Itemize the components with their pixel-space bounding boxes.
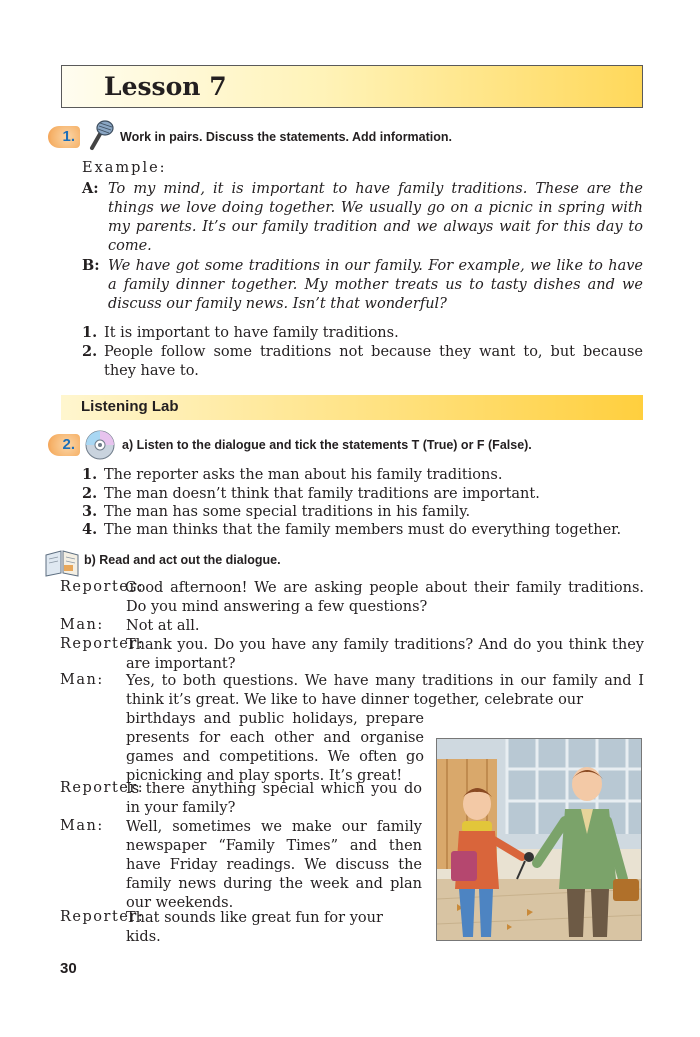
statement-number: 1. — [82, 324, 98, 341]
dialogue-line: That sounds like great fun for your kids. — [126, 910, 383, 945]
statement-text: The man has some special traditions in his family. — [104, 504, 471, 520]
dialogue-line: Good afternoon! We are asking people about their family traditions. Do you mind answering a few questions? — [125, 580, 644, 615]
dialogue-speaker: Reporter: — [60, 780, 145, 796]
listening-lab-title: Listening Lab — [81, 398, 179, 415]
statement-number: 2. — [82, 343, 98, 360]
dialogue-speaker: Reporter: — [60, 909, 145, 925]
dialogue-line: Thank you. Do you have any family traditions? And do you think they are important? — [126, 637, 644, 672]
dialogue-speaker: Reporter: — [60, 636, 145, 652]
statement-number: 2. — [82, 485, 98, 502]
lesson-title-bar — [61, 65, 643, 108]
dialogue-speaker: Man: — [60, 617, 104, 633]
cd-icon — [84, 429, 118, 461]
dialogue-speaker: Man: — [60, 818, 104, 834]
listening-lab-banner — [61, 395, 643, 420]
statement-text: People follow some traditions not because they want to, but because they have to. — [104, 344, 643, 379]
exercise-2-number: 2. — [62, 436, 75, 453]
statement-text: It is important to have family traditions. — [104, 325, 399, 341]
statement-text: The man doesn’t think that family traditions are important. — [104, 486, 540, 502]
example-a-text: To my mind, it is important to have family traditions. These are the things we love doing together. We usually go on a picnic in spring with my parents. It’s our family tradition and we always wait for this day to come. — [108, 181, 643, 254]
microphone-icon — [86, 118, 116, 152]
exercise-2b-instruction: b) Read and act out the dialogue. — [84, 553, 281, 567]
dialogue-line: Not at all. — [126, 618, 200, 634]
book-icon — [44, 549, 80, 577]
page-number: 30 — [60, 960, 77, 977]
example-label: Example: — [82, 160, 167, 176]
dialogue-speaker: Reporter: — [60, 579, 145, 595]
statement-number: 1. — [82, 466, 98, 483]
statement-text: The reporter asks the man about his family traditions. — [104, 467, 503, 483]
dialogue-line: Is there anything special which you do in your family? — [126, 781, 422, 816]
exercise-1-number: 1. — [62, 128, 75, 145]
dialogue-speaker: Man: — [60, 672, 104, 688]
speaker-b-label: B: — [82, 257, 100, 274]
dialogue-line-wide: Yes, to both questions. We have many traditions in our family and I think it’s great. We like to have dinner together, celebrate our — [126, 673, 644, 708]
exercise-1-instruction: Work in pairs. Discuss the statements. Add information. — [120, 130, 453, 144]
exercise-1-badge — [48, 126, 80, 148]
lesson-title: Lesson 7 — [104, 72, 227, 101]
dialogue-line-narrow: birthdays and public holidays, prepare presents for each other and organise games and competitions. We often go picnicking and play sports. It’s great! — [126, 711, 424, 784]
speaker-a-label: A: — [82, 180, 99, 197]
interview-scene — [437, 739, 642, 941]
example-b-text: We have got some traditions in our family. For example, we like to have a family dinner together. My mother treats us to tasty dishes and we discuss our family news. Isn’t that wonderful? — [108, 258, 643, 312]
statement-number: 3. — [82, 503, 98, 520]
exercise-2a-instruction: a) Listen to the dialogue and tick the statements T (True) or F (False). — [122, 438, 532, 452]
statement-number: 4. — [82, 521, 98, 538]
statement-text: The man thinks that the family members must do everything together. — [104, 522, 622, 538]
interview-illustration — [436, 738, 642, 941]
dialogue-line: Well, sometimes we make our family newspaper “Family Times” and then have Friday readings. We discuss the family news during the week and plan our weekends. — [126, 819, 422, 911]
exercise-2-badge — [48, 434, 80, 456]
